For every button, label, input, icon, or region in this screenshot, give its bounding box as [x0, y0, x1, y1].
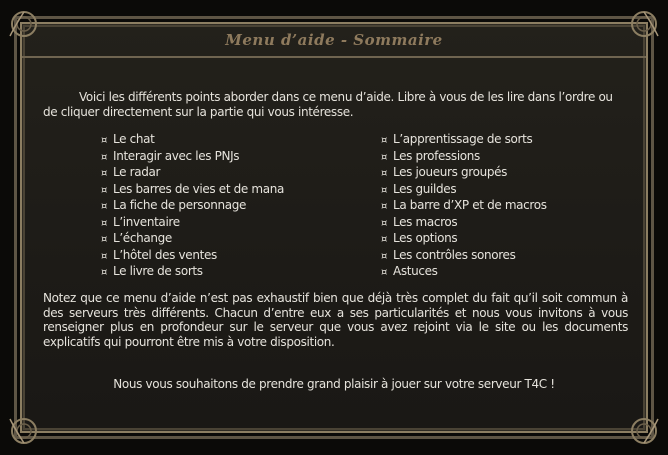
bullet-icon: ¤	[381, 184, 388, 196]
bullet-icon: ¤	[101, 250, 108, 262]
topic-link[interactable]: ¤ L’hôtel des ventes	[101, 248, 284, 265]
topic-link[interactable]: ¤ Le radar	[101, 165, 284, 182]
disclaimer-paragraph: Notez que ce menu d’aide n’est pas exhaustif bien que déjà très complet du fait qu’il soit commun à des serveurs très différents. Chacun d’entre eux a ses particularités et nous vous invitons à vous renseigner plus en profondeur sur le serveur que vous avez rejoint via le site ou les documents explicatifs qui pourront être mis à votre disposition.	[43, 291, 628, 349]
bullet-icon: ¤	[381, 234, 388, 245]
bullet-icon: ¤	[381, 168, 388, 179]
topic-list-right	[381, 132, 547, 281]
topic-link[interactable]: ¤ Les options	[381, 231, 547, 248]
bullet-icon: ¤	[101, 201, 108, 212]
bullet-icon: ¤	[381, 217, 388, 229]
bullet-icon: ¤	[381, 250, 388, 262]
bullet-icon: ¤	[101, 184, 108, 196]
window-title: Menu d’aide - Sommaire	[225, 31, 443, 49]
topic-link[interactable]: ¤ Les barres de vies et de mana	[101, 182, 284, 199]
topic-link[interactable]: ¤ La barre d’XP et de macros	[381, 198, 547, 215]
topic-link[interactable]: ¤ Les macros	[381, 215, 547, 232]
topic-link[interactable]: ¤ L’apprentissage de sorts	[381, 132, 547, 149]
bullet-icon: ¤	[101, 151, 108, 163]
bullet-icon: ¤	[101, 267, 108, 278]
topic-link[interactable]: ¤ La fiche de personnage	[101, 198, 284, 215]
topic-link[interactable]: ¤ Interagir avec les PNJs	[101, 149, 284, 166]
topic-link[interactable]: ¤ Le chat	[101, 132, 284, 149]
intro-text	[43, 90, 628, 119]
corner-ornament-icon	[626, 413, 662, 449]
intro-paragraph: Voici les différents points aborder dans ce menu d’aide. Libre à vous de les lire dans l’ordre ou de cliquer directement sur la partie qui vous intéresse.	[43, 90, 613, 119]
bullet-icon: ¤	[381, 135, 388, 146]
title-bar	[22, 26, 646, 58]
bullet-icon: ¤	[381, 151, 388, 163]
bullet-icon: ¤	[381, 201, 388, 212]
bullet-icon: ¤	[101, 217, 108, 229]
bullet-icon: ¤	[101, 135, 108, 146]
bullet-icon: ¤	[101, 168, 108, 179]
topic-link[interactable]: ¤ Astuces	[381, 264, 547, 281]
corner-ornament-icon	[6, 413, 42, 449]
topic-link[interactable]: ¤ Les guildes	[381, 182, 547, 199]
closing-message: Nous vous souhaitons de prendre grand plaisir à jouer sur votre serveur T4C !	[113, 377, 555, 391]
topic-list-left	[101, 132, 284, 281]
topic-link[interactable]: ¤ Les joueurs groupés	[381, 165, 547, 182]
topic-link[interactable]: ¤ Le livre de sorts	[101, 264, 284, 281]
topic-link[interactable]: ¤ L’inventaire	[101, 215, 284, 232]
bullet-icon: ¤	[381, 267, 388, 278]
topic-link[interactable]: ¤ Les professions	[381, 149, 547, 166]
topic-link[interactable]: ¤ L’échange	[101, 231, 284, 248]
topic-link[interactable]: ¤ Les contrôles sonores	[381, 248, 547, 265]
bullet-icon: ¤	[101, 234, 108, 245]
